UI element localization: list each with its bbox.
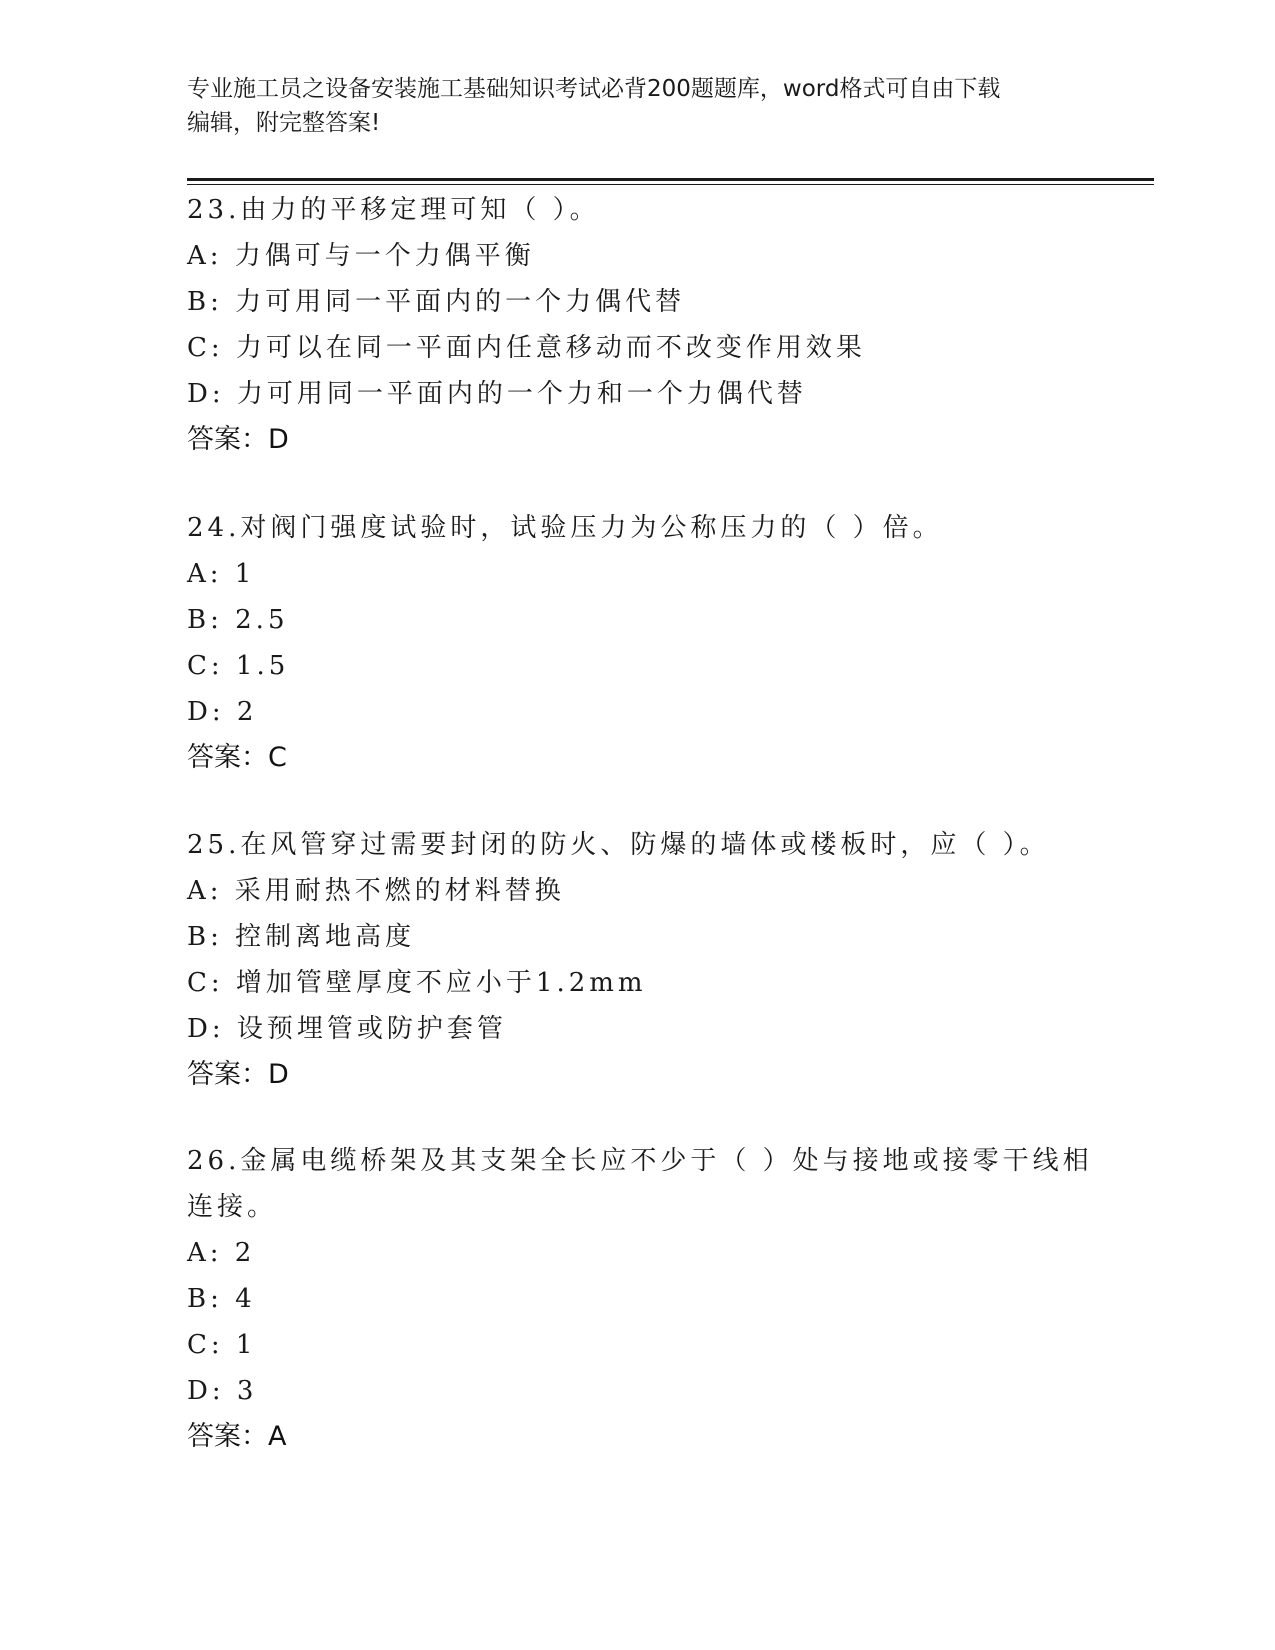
question-stem-continued: 连接。 — [187, 1192, 278, 1222]
option-d: D: 3 — [187, 1376, 258, 1406]
header-line-2: 编辑，附完整答案! — [187, 110, 381, 136]
document-header — [187, 72, 1087, 140]
option-b: B: 控制离地高度 — [187, 922, 416, 952]
header-divider-thin — [187, 184, 1154, 185]
option-b: B: 4 — [187, 1284, 256, 1314]
question-stem: 24.对阀门强度试验时，试验压力为公称压力的（ ）倍。 — [187, 513, 943, 543]
answer-label: 答案：A — [187, 1421, 287, 1452]
question-stem: 23.由力的平移定理可知（ ）。 — [187, 195, 600, 225]
option-a: A: 1 — [187, 559, 256, 589]
question-25 — [187, 822, 1087, 1098]
option-c: C: 1 — [187, 1330, 257, 1360]
question-26 — [187, 1138, 1093, 1460]
option-c: C: 力可以在同一平面内任意移动而不改变作用效果 — [187, 333, 866, 363]
answer-label: 答案：D — [187, 1059, 289, 1090]
header-line-1: 专业施工员之设备安装施工基础知识考试必背200题题库，word格式可自由下载 — [187, 76, 1001, 102]
option-d: D: 力可用同一平面内的一个力和一个力偶代替 — [187, 379, 807, 409]
question-24 — [187, 505, 1087, 781]
question-stem: 26.金属电缆桥架及其支架全长应不少于（ ）处与接地或接零干线相 — [187, 1146, 1093, 1176]
answer-label: 答案：C — [187, 742, 287, 773]
option-b: B: 力可用同一平面内的一个力偶代替 — [187, 287, 686, 317]
question-stem: 25.在风管穿过需要封闭的防火、防爆的墙体或楼板时，应（ ）。 — [187, 830, 1050, 860]
option-d: D: 2 — [187, 697, 258, 727]
option-a: A: 力偶可与一个力偶平衡 — [187, 241, 535, 271]
option-a: A: 采用耐热不燃的材料替换 — [187, 876, 565, 906]
header-divider-thick — [187, 178, 1154, 181]
question-23 — [187, 187, 1087, 463]
option-d: D: 设预埋管或防护套管 — [187, 1014, 507, 1044]
option-c: C: 1.5 — [187, 651, 290, 681]
option-c: C: 增加管壁厚度不应小于1.2mm — [187, 968, 647, 998]
option-a: A: 2 — [187, 1238, 256, 1268]
answer-label: 答案：D — [187, 424, 289, 455]
option-b: B: 2.5 — [187, 605, 289, 635]
